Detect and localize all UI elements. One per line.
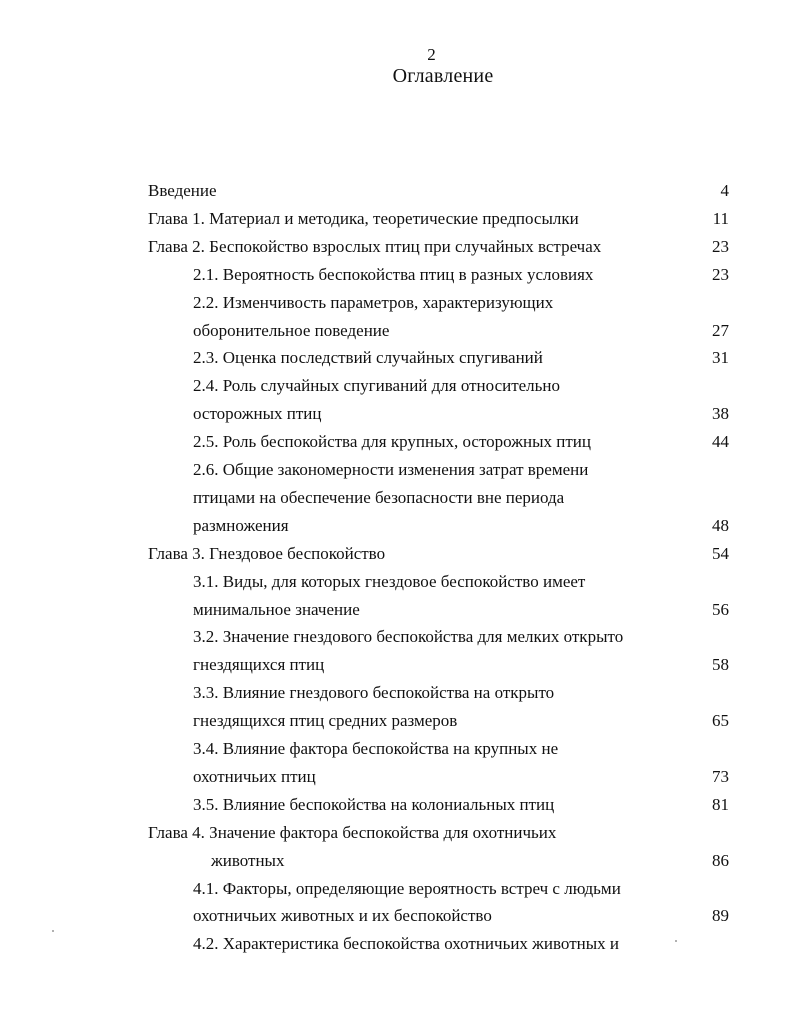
toc-entry-text: 3.2. Значение гнездового беспокойства для мелких открыто xyxy=(193,627,624,647)
toc-entry-page: 27 xyxy=(712,320,729,340)
toc-entry-text: 2.4. Роль случайных спугиваний для относительно xyxy=(193,376,561,396)
toc-entry-text: 4.2. Характеристика беспокойства охотничьих животных и xyxy=(193,934,620,954)
toc-entry xyxy=(0,181,799,209)
toc-entry xyxy=(0,237,799,265)
toc-entry-text: животных xyxy=(211,850,285,870)
toc-entry-text: Глава 1. Материал и методика, теоретические предпосылки xyxy=(148,208,579,228)
toc-entry xyxy=(0,544,799,572)
toc-entry xyxy=(0,906,799,934)
toc-entry xyxy=(0,265,799,293)
toc-entry xyxy=(0,683,799,711)
toc-entry-text: 3.5. Влияние беспокойства на колониальных птиц xyxy=(193,794,555,814)
page-number: 2 xyxy=(427,45,436,64)
toc-entry xyxy=(0,572,799,600)
toc-entry-text: Глава 4. Значение фактора беспокойства для охотничьих xyxy=(148,822,557,842)
toc-entry xyxy=(0,321,799,349)
toc-entry xyxy=(0,711,799,739)
toc-entry-text: 2.2. Изменчивость параметров, характеризующих xyxy=(193,292,554,312)
scan-speck xyxy=(675,940,677,942)
toc-entry xyxy=(0,851,799,879)
toc-entry xyxy=(0,516,799,544)
toc-entry-text: 4.1. Факторы, определяющие вероятность встреч с людьми xyxy=(193,878,621,898)
toc-entry xyxy=(0,795,799,823)
toc-entry-page: 23 xyxy=(712,236,729,256)
toc-entry-page: 81 xyxy=(712,794,729,814)
toc-entry xyxy=(0,739,799,767)
toc-entry xyxy=(0,655,799,683)
toc-entry-page: 44 xyxy=(712,432,729,452)
toc-entry xyxy=(0,209,799,237)
toc-entry xyxy=(0,460,799,488)
toc-entry-text: оборонительное поведение xyxy=(193,320,390,340)
toc-entry xyxy=(0,348,799,376)
toc-entry-text: 2.5. Роль беспокойства для крупных, осторожных птиц xyxy=(193,432,591,452)
toc-entry xyxy=(0,934,799,962)
toc-entry-text: Введение xyxy=(148,181,217,200)
toc-entry-text: 3.3. Влияние гнездового беспокойства на открыто xyxy=(193,683,555,703)
toc-entry xyxy=(0,488,799,516)
page-title: Оглавление xyxy=(392,65,494,87)
toc-entry-text: охотничьих животных и их беспокойство xyxy=(193,906,492,926)
toc-entry-page: 86 xyxy=(712,850,729,870)
toc-entry-text: охотничьих птиц xyxy=(193,766,316,786)
toc-entry-text: 2.1. Вероятность беспокойства птиц в разных условиях xyxy=(193,264,594,284)
toc-entry-page: 89 xyxy=(712,906,729,926)
toc-entry-page: 65 xyxy=(712,711,729,731)
toc-entry-page: 58 xyxy=(712,655,729,675)
toc-entry-text: птицами на обеспечение безопасности вне периода xyxy=(193,487,565,507)
scan-speck xyxy=(52,930,54,932)
toc-entry xyxy=(0,823,799,851)
toc-entry-text: гнездящихся птиц xyxy=(193,655,325,675)
toc-entry-text: 3.4. Влияние фактора беспокойства на крупных не xyxy=(193,739,559,758)
toc-entry-page: 4 xyxy=(720,181,729,200)
toc-entry xyxy=(0,879,799,907)
toc-entry-page: 54 xyxy=(712,543,729,563)
toc-entry xyxy=(0,293,799,321)
toc-entry-text: Глава 2. Беспокойство взрослых птиц при случайных встречах xyxy=(148,236,602,256)
toc-entry-text: 2.3. Оценка последствий случайных спугиваний xyxy=(193,348,543,368)
toc-entry xyxy=(0,432,799,460)
toc-entry-text: минимальное значение xyxy=(193,599,360,619)
toc-entry-page: 73 xyxy=(712,766,729,786)
toc-entry-page: 56 xyxy=(712,599,729,619)
toc-entry-text: 2.6. Общие закономерности изменения затрат времени xyxy=(193,460,589,479)
toc-entry-page: 11 xyxy=(712,208,729,228)
toc-entry-text: Глава 3. Гнездовое беспокойство xyxy=(148,543,386,563)
toc-entry-page: 23 xyxy=(712,264,729,284)
toc-entry xyxy=(0,627,799,655)
toc-entry-text: гнездящихся птиц средних размеров xyxy=(193,711,458,731)
toc-entry-text: размножения xyxy=(193,515,289,535)
toc-entry-page: 38 xyxy=(712,404,729,424)
toc-entry xyxy=(0,376,799,404)
toc-entry-page: 31 xyxy=(712,348,729,368)
toc-entry xyxy=(0,767,799,795)
toc-entry-page: 48 xyxy=(712,515,729,535)
toc-entry xyxy=(0,404,799,432)
toc-entry xyxy=(0,600,799,628)
toc-entry-text: 3.1. Виды, для которых гнездовое беспокойство имеет xyxy=(193,571,586,591)
toc-entry-text: осторожных птиц xyxy=(193,404,322,424)
